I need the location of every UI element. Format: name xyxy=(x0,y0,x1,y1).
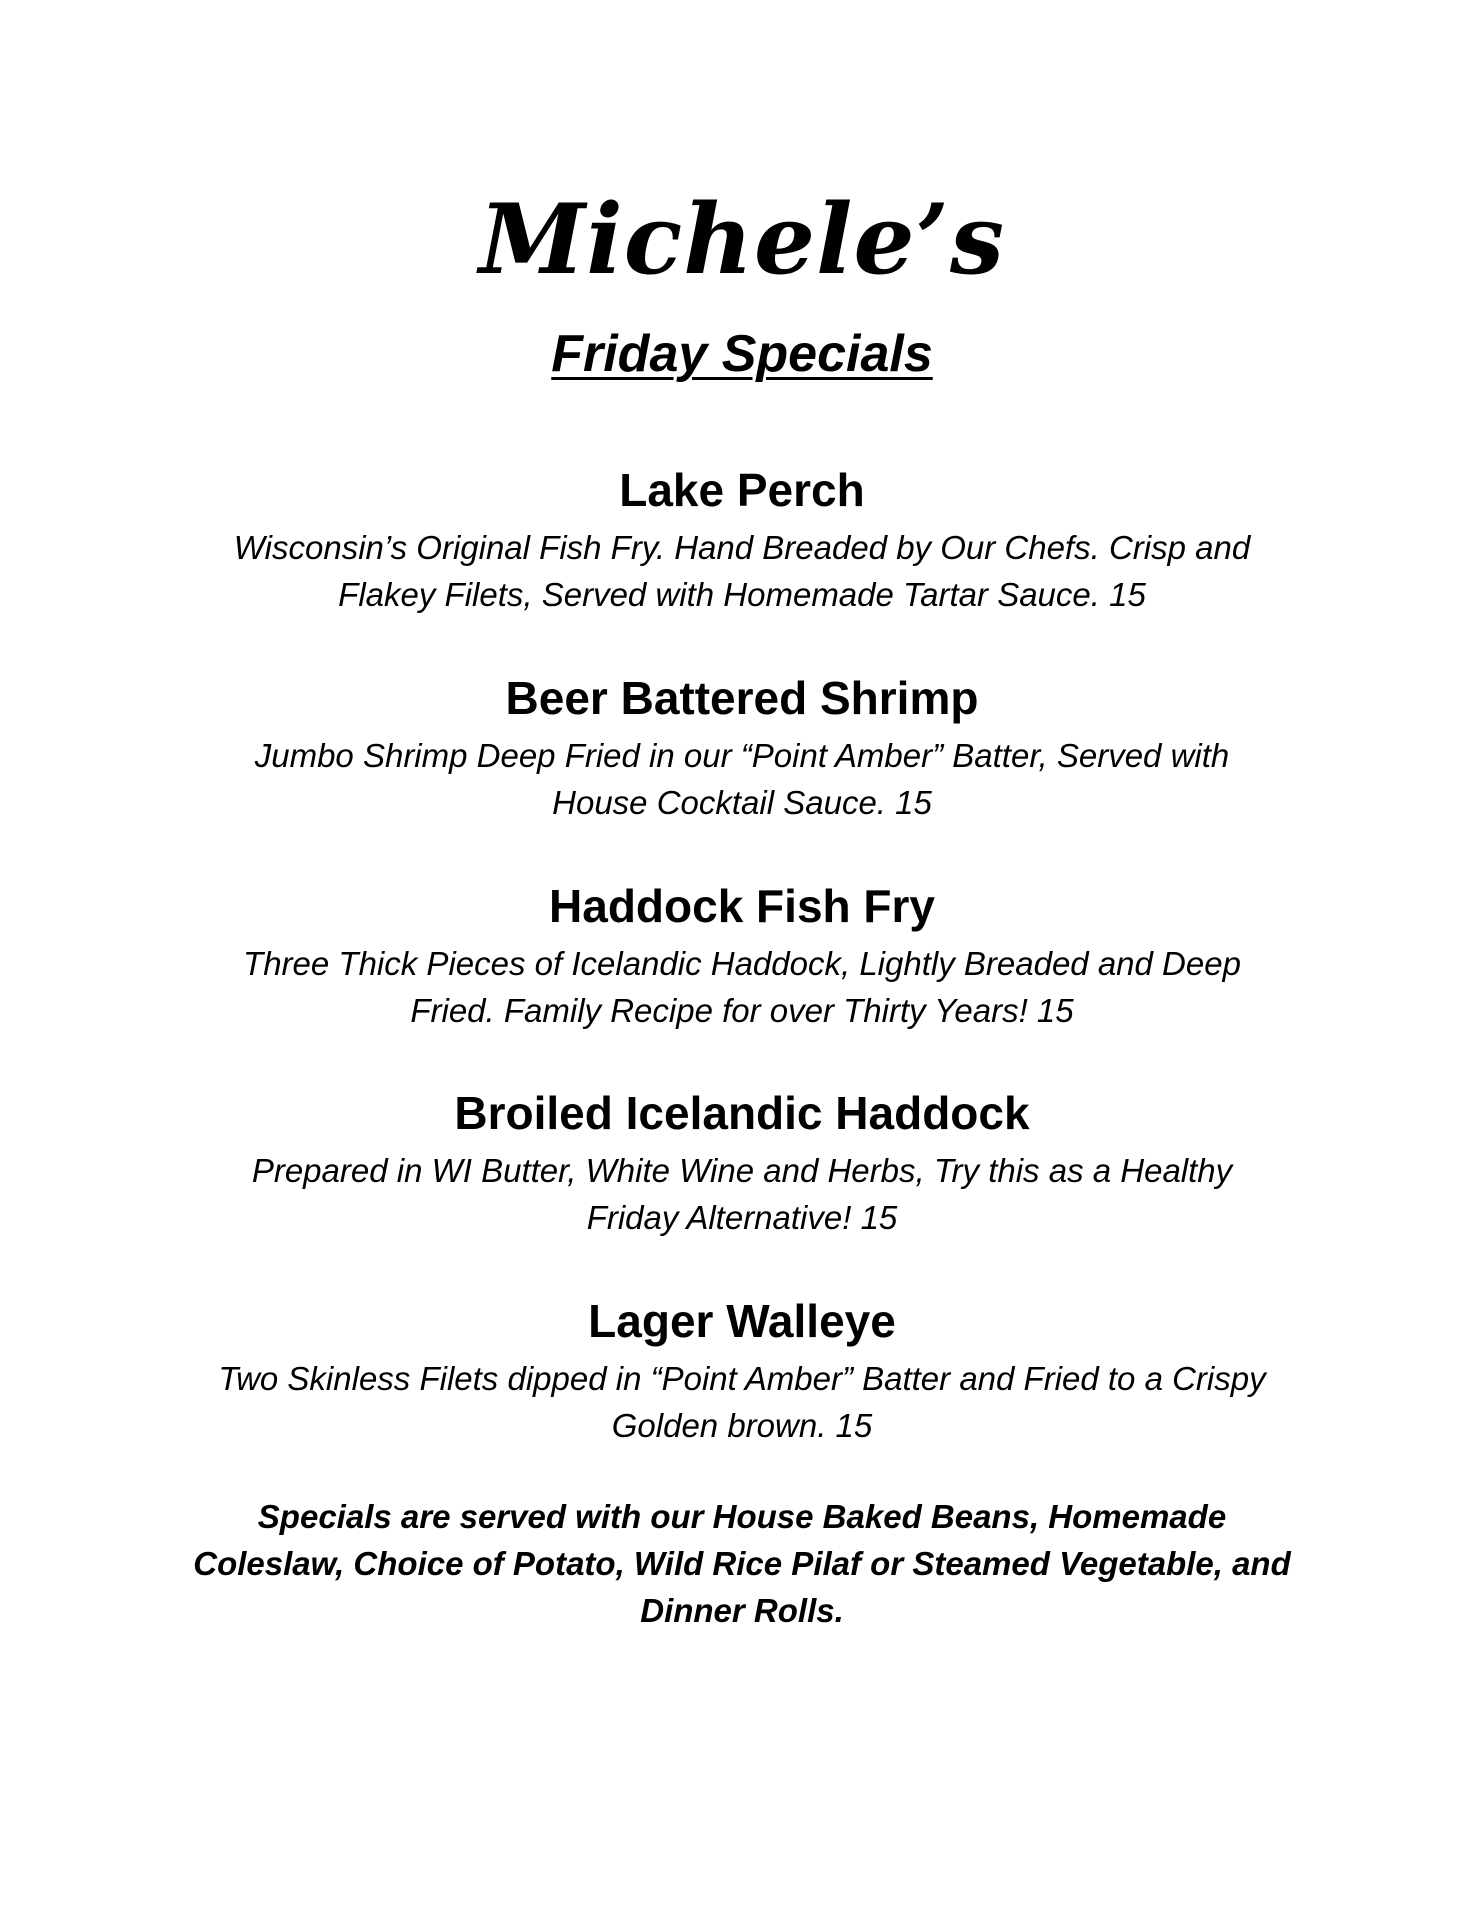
menu-item-description-line: Golden brown. 15 xyxy=(611,1407,873,1444)
specials-footnote-line: Specials are served with our House Baked Beans, Homemade xyxy=(257,1498,1227,1535)
menu-item-description-line: Two Skinless Filets dipped in “Point Amber” Batter and Fried to a Crispy xyxy=(218,1360,1266,1397)
menu-item-description-line: Three Thick Pieces of Icelandic Haddock, Lightly Breaded and Deep xyxy=(243,945,1241,982)
menu-item-name: Broiled Icelandic Haddock xyxy=(454,1087,1030,1139)
menu-item-description-line: House Cocktail Sauce. 15 xyxy=(552,784,932,821)
menu-item-name: Lake Perch xyxy=(619,464,865,516)
menu-item-name: Beer Battered Shrimp xyxy=(505,672,979,724)
specials-footnote-line: Coleslaw, Choice of Potato, Wild Rice Pilaf or Steamed Vegetable, and xyxy=(193,1545,1291,1582)
menu-item-name: Lager Walleye xyxy=(588,1295,896,1347)
menu-item-description-line: Friday Alternative! 15 xyxy=(586,1199,898,1236)
menu-item-description-line: Jumbo Shrimp Deep Fried in our “Point Amber” Batter, Served with xyxy=(254,737,1230,774)
menu-item-description xyxy=(182,524,1302,618)
specials-footnote-line: Dinner Rolls. xyxy=(640,1592,844,1629)
menu-item-description-line: Prepared in WI Butter, White Wine and Herbs, Try this as a Healthy xyxy=(251,1152,1233,1189)
menu-item-description xyxy=(182,940,1302,1034)
menu-item-lake-perch xyxy=(150,462,1334,618)
menu-item-description-line: Fried. Family Recipe for over Thirty Years! 15 xyxy=(410,992,1074,1029)
menu-item-description xyxy=(182,732,1302,826)
menu-item-broiled-icelandic-haddock xyxy=(150,1085,1334,1241)
menu-item-haddock-fish-fry xyxy=(150,878,1334,1034)
specials-footnote xyxy=(170,1493,1314,1634)
menu-subtitle xyxy=(0,322,1484,386)
menu-item-description-line: Wisconsin’s Original Fish Fry. Hand Breaded by Our Chefs. Crisp and xyxy=(233,529,1251,566)
menu-item-name: Haddock Fish Fry xyxy=(549,880,935,932)
menu-item-lager-walleye xyxy=(150,1293,1334,1449)
menu-item-description xyxy=(182,1147,1302,1241)
menu-subtitle-text: Friday Specials xyxy=(551,325,933,383)
menu-item-beer-battered-shrimp xyxy=(150,670,1334,826)
menu-item-description-line: Flakey Filets, Served with Homemade Tartar Sauce. 15 xyxy=(338,576,1146,613)
menu-item-description xyxy=(182,1355,1302,1449)
restaurant-title: Michele’s xyxy=(478,183,1006,296)
